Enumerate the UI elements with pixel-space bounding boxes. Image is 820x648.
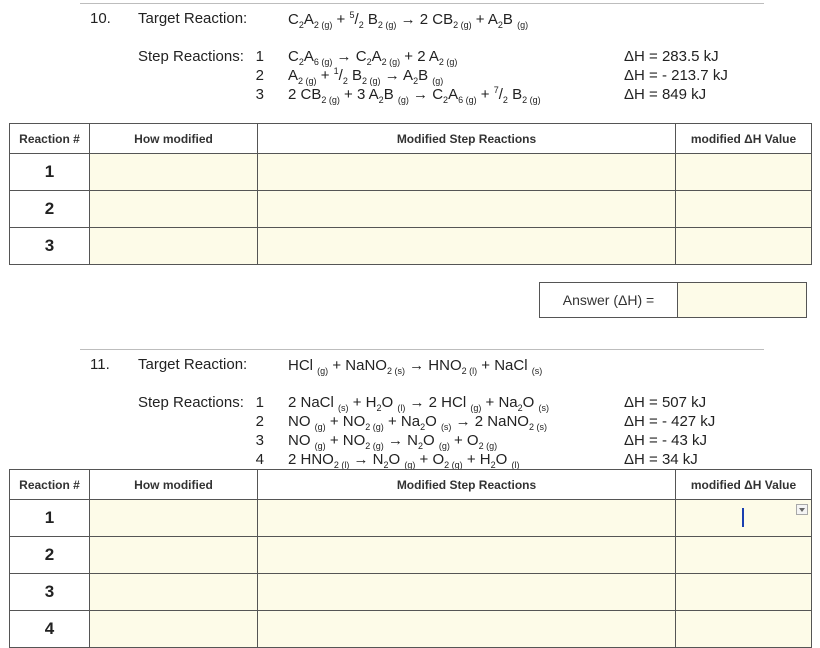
delta-h-value: ΔH = 34 kJ bbox=[624, 451, 698, 468]
how-modified-input[interactable] bbox=[90, 154, 258, 191]
delta-h-value: ΔH = - 43 kJ bbox=[624, 432, 707, 449]
modified-reaction-input[interactable] bbox=[258, 228, 676, 265]
column-header-modified-delta-h: modified ΔH Value bbox=[676, 470, 812, 500]
reaction-number: 2 bbox=[10, 537, 90, 574]
column-header-how-modified: How modified bbox=[90, 124, 258, 154]
table-row bbox=[10, 191, 812, 228]
table-row bbox=[10, 574, 812, 611]
how-modified-input[interactable] bbox=[90, 574, 258, 611]
step-number: 3 bbox=[255, 86, 264, 103]
step-reaction-equation: 2 $CB_{2 (g)} + 3$ $A_2B$ $_{(g)} \to C_2A_{6 (g)} + ^7/_2$ $B_{2 (g)}$ bbox=[288, 85, 541, 105]
how-modified-input[interactable] bbox=[90, 191, 258, 228]
step-reaction-equation: $A_{2 (g)} + ^1/_2$ $B_{2 (g)} \to A_2B$ $_{(g)}$ bbox=[288, 66, 444, 86]
step-reaction-equation: NO $_{(g)} + NO_{2 (g)} \to N_2O$ $_{(g)} + O_{2 (g)}$ bbox=[288, 432, 498, 451]
step-reactions-label: Step Reactions: bbox=[138, 48, 244, 65]
column-header-modified-delta-h: modified ΔH Value bbox=[676, 124, 812, 154]
modified-reaction-input[interactable] bbox=[258, 191, 676, 228]
reaction-number: 4 bbox=[10, 611, 90, 648]
answer-input[interactable] bbox=[678, 283, 806, 317]
reaction-number: 3 bbox=[10, 574, 90, 611]
table-row bbox=[10, 228, 812, 265]
problem-number: 10. bbox=[90, 10, 111, 27]
reaction-table-11 bbox=[9, 469, 812, 648]
modified-delta-h-input[interactable] bbox=[676, 154, 812, 191]
table-row bbox=[10, 500, 812, 537]
how-modified-input[interactable] bbox=[90, 611, 258, 648]
reaction-number: 1 bbox=[10, 500, 90, 537]
reaction-number: 1 bbox=[10, 154, 90, 191]
step-number: 4 bbox=[255, 451, 264, 468]
table-row bbox=[10, 154, 812, 191]
modified-reaction-input[interactable] bbox=[258, 611, 676, 648]
table-row bbox=[10, 537, 812, 574]
delta-h-value: ΔH = 507 kJ bbox=[624, 394, 707, 411]
reaction-table-10 bbox=[9, 123, 812, 265]
modified-reaction-input[interactable] bbox=[258, 537, 676, 574]
answer-box bbox=[539, 282, 807, 318]
target-reaction-equation: HCl $_{(g)}$ + NaNO$_{2 (s)}$ → $HNO_{2 (l)}$ + NaCl $_{(s)}$ bbox=[288, 357, 543, 376]
problem-number: 11. bbox=[90, 356, 110, 373]
target-reaction-label: Target Reaction: bbox=[138, 356, 248, 373]
modified-delta-h-input[interactable] bbox=[676, 537, 812, 574]
modified-reaction-input[interactable] bbox=[258, 574, 676, 611]
step-reaction-equation: 2 $HNO_{2 (l)} \to N_2O$ $_{(g)} + O_{2 (g)} + H_2O$ $_{(l)}$ bbox=[288, 451, 520, 470]
modified-reaction-input[interactable] bbox=[258, 500, 676, 537]
how-modified-input[interactable] bbox=[90, 228, 258, 265]
step-number: 2 bbox=[255, 67, 264, 84]
modified-delta-h-input[interactable] bbox=[676, 228, 812, 265]
reaction-number: 3 bbox=[10, 228, 90, 265]
delta-h-value: ΔH = 849 kJ bbox=[624, 86, 707, 103]
step-number: 2 bbox=[255, 413, 264, 430]
table-row bbox=[10, 611, 812, 648]
step-number: 1 bbox=[255, 48, 264, 65]
step-reaction-equation: 2 NaCl $_{(s)} + H_2O$ $_{(l)}$ → 2 HCl $_{(g)} + Na_2O$ $_{(s)}$ bbox=[288, 394, 549, 413]
modified-delta-h-input[interactable] bbox=[676, 574, 812, 611]
step-reaction-equation: NO $_{(g)} + NO_{2 (g)} + Na_2O$ $_{(s)}$ → 2 NaNO$_{2 (s)}$ bbox=[288, 413, 547, 432]
reaction-number: 2 bbox=[10, 191, 90, 228]
step-number: 3 bbox=[255, 432, 264, 449]
modified-reaction-input[interactable] bbox=[258, 154, 676, 191]
column-header-reaction-number: Reaction # bbox=[10, 470, 90, 500]
column-header-modified-step-reactions: Modified Step Reactions bbox=[258, 124, 676, 154]
column-header-modified-step-reactions: Modified Step Reactions bbox=[258, 470, 676, 500]
dropdown-arrow-icon[interactable] bbox=[796, 504, 808, 515]
column-header-reaction-number: Reaction # bbox=[10, 124, 90, 154]
target-reaction-equation: $C_2A_{2 (g)} + ^5/_2$ $B_{2 (g)} \to 2$ $CB_{2 (g)} + A_2B$ $_{(g)}$ bbox=[288, 10, 529, 30]
how-modified-input[interactable] bbox=[90, 537, 258, 574]
section-divider bbox=[80, 349, 764, 350]
text-cursor bbox=[742, 508, 744, 527]
answer-label: Answer (ΔH) = bbox=[540, 283, 678, 317]
modified-delta-h-input[interactable] bbox=[676, 191, 812, 228]
top-divider bbox=[80, 3, 764, 4]
modified-delta-h-input[interactable] bbox=[676, 500, 812, 537]
column-header-how-modified: How modified bbox=[90, 470, 258, 500]
modified-delta-h-input[interactable] bbox=[676, 611, 812, 648]
step-reaction-equation: $C_2A_{6 (g)} \to C_2A_{2 (g)} + 2$ $A_{2 (g)}$ bbox=[288, 48, 458, 67]
delta-h-value: ΔH = - 427 kJ bbox=[624, 413, 716, 430]
how-modified-input[interactable] bbox=[90, 500, 258, 537]
step-number: 1 bbox=[255, 394, 264, 411]
target-reaction-label: Target Reaction: bbox=[138, 10, 248, 27]
delta-h-value: ΔH = 283.5 kJ bbox=[624, 48, 719, 65]
delta-h-value: ΔH = - 213.7 kJ bbox=[624, 67, 728, 84]
step-reactions-label: Step Reactions: bbox=[138, 394, 244, 411]
